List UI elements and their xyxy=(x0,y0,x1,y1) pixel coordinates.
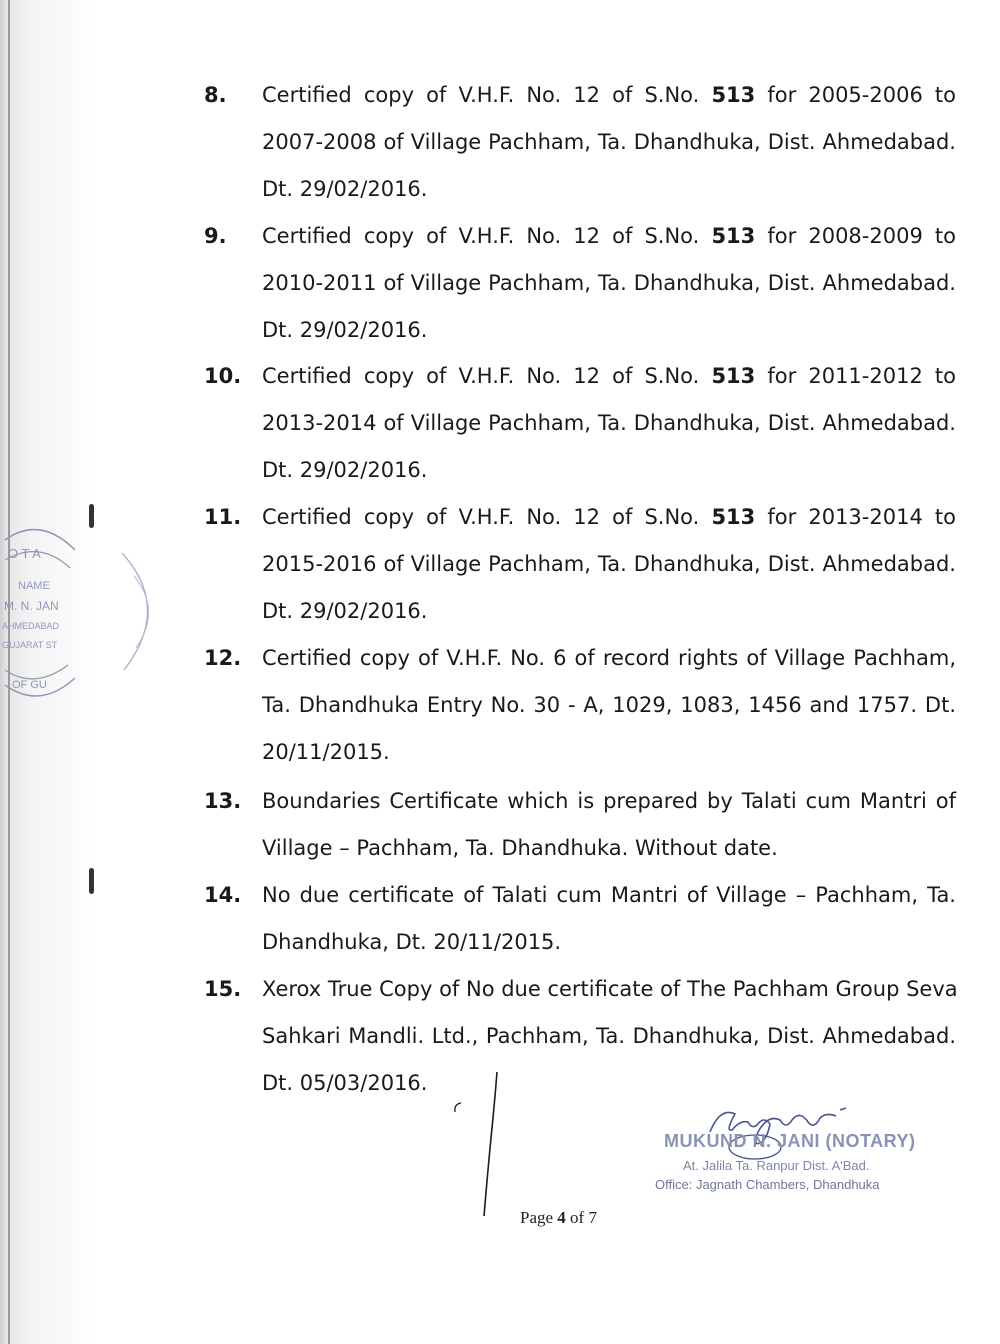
item-number: 9. xyxy=(204,224,227,248)
item-line: 2013-2014 of Village Pachham, Ta. Dhandhuka, Dist. Ahmedabad. xyxy=(262,411,956,435)
item-line: Village – Pachham, Ta. Dhandhuka. Without date. xyxy=(262,836,778,860)
seal-text: OF GU xyxy=(12,679,47,691)
item-number: 14. xyxy=(204,883,242,907)
item-text xyxy=(262,213,956,354)
item-line: Dt. 05/03/2016. xyxy=(262,1071,428,1095)
item-line: Xerox True Copy of No due certificate of The Pachham Group Seva xyxy=(262,977,958,1001)
item-line: 2010-2011 of Village Pachham, Ta. Dhandhuka, Dist. Ahmedabad. xyxy=(262,271,956,295)
item-line: Dt. 29/02/2016. xyxy=(262,318,428,342)
seal-text: M. N. JAN xyxy=(4,599,59,613)
item-line: Dt. 29/02/2016. xyxy=(262,458,428,482)
item-number: 15. xyxy=(204,977,242,1001)
item-line: 2007-2008 of Village Pachham, Ta. Dhandhuka, Dist. Ahmedabad. xyxy=(262,130,956,154)
item-text xyxy=(262,872,956,966)
item-line: Dt. 29/02/2016. xyxy=(262,177,428,201)
item-number: 8. xyxy=(204,83,227,107)
seal-text: GUJARAT ST xyxy=(2,640,58,650)
binding-hole xyxy=(89,504,94,528)
notary-office: Office: Jagnath Chambers, Dhandhuka xyxy=(655,1177,880,1192)
survey-number: 513 xyxy=(711,364,756,388)
notary-signature xyxy=(640,1102,940,1212)
item-line: Certified copy of V.H.F. No. 12 of S.No. 513 for 2011-2012 to xyxy=(262,364,956,388)
item-line: Certified copy of V.H.F. No. 12 of S.No. 513 for 2005-2006 to xyxy=(262,83,956,107)
survey-number: 513 xyxy=(711,505,756,529)
item-number: 13. xyxy=(204,789,242,813)
survey-number: 513 xyxy=(711,224,756,248)
item-line: Boundaries Certificate which is prepared by Talati cum Mantri of xyxy=(262,789,956,813)
item-line: Dt. 29/02/2016. xyxy=(262,599,428,623)
item-line: Certified copy of V.H.F. No. 12 of S.No. 513 for 2013-2014 to xyxy=(262,505,956,529)
item-number: 11. xyxy=(204,505,242,529)
survey-number: 513 xyxy=(711,83,756,107)
page-prefix: Page xyxy=(520,1208,558,1227)
item-line: 2015-2016 of Village Pachham, Ta. Dhandhuka, Dist. Ahmedabad. xyxy=(262,552,956,576)
item-text xyxy=(262,635,956,776)
item-text xyxy=(262,966,956,1107)
page-current: 4 xyxy=(557,1208,566,1227)
seal-text: NAME xyxy=(18,580,50,592)
item-line: 20/11/2015. xyxy=(262,740,390,764)
pen-mark xyxy=(452,1100,466,1114)
item-text xyxy=(262,778,956,872)
item-line: Certified copy of V.H.F. No. 12 of S.No. 513 for 2008-2009 to xyxy=(262,224,956,248)
item-line: Ta. Dhandhuka Entry No. 30 - A, 1029, 1083, 1456 and 1757. Dt. xyxy=(262,693,956,717)
item-number: 10. xyxy=(204,364,242,388)
item-line: Certified copy of V.H.F. No. 6 of record rights of Village Pachham, xyxy=(262,646,956,670)
item-line: Sahkari Mandli. Ltd., Pachham, Ta. Dhandhuka, Dist. Ahmedabad. xyxy=(262,1024,956,1048)
item-text xyxy=(262,72,956,213)
binding-hole xyxy=(89,868,94,894)
notary-address: At. Jalila Ta. Ranpur Dist. A'Bad. xyxy=(683,1158,870,1173)
item-line: Dhandhuka, Dt. 20/11/2015. xyxy=(262,930,562,954)
item-text xyxy=(262,494,956,635)
page-number xyxy=(520,1208,597,1228)
item-line: No due certificate of Talati cum Mantri of Village – Pachham, Ta. xyxy=(262,883,956,907)
notary-seal-left xyxy=(0,520,80,710)
page-middle: of xyxy=(565,1208,589,1227)
notary-name: MUKUND N. JANI (NOTARY) xyxy=(664,1131,916,1151)
seal-text: O T A xyxy=(8,546,41,561)
seal-text: AHMEDABAD xyxy=(2,621,60,631)
item-number: 12. xyxy=(204,646,242,670)
item-text xyxy=(262,353,956,494)
pen-stroke xyxy=(470,1068,510,1218)
page-total: 7 xyxy=(588,1208,597,1227)
stamp-arc xyxy=(112,548,172,673)
